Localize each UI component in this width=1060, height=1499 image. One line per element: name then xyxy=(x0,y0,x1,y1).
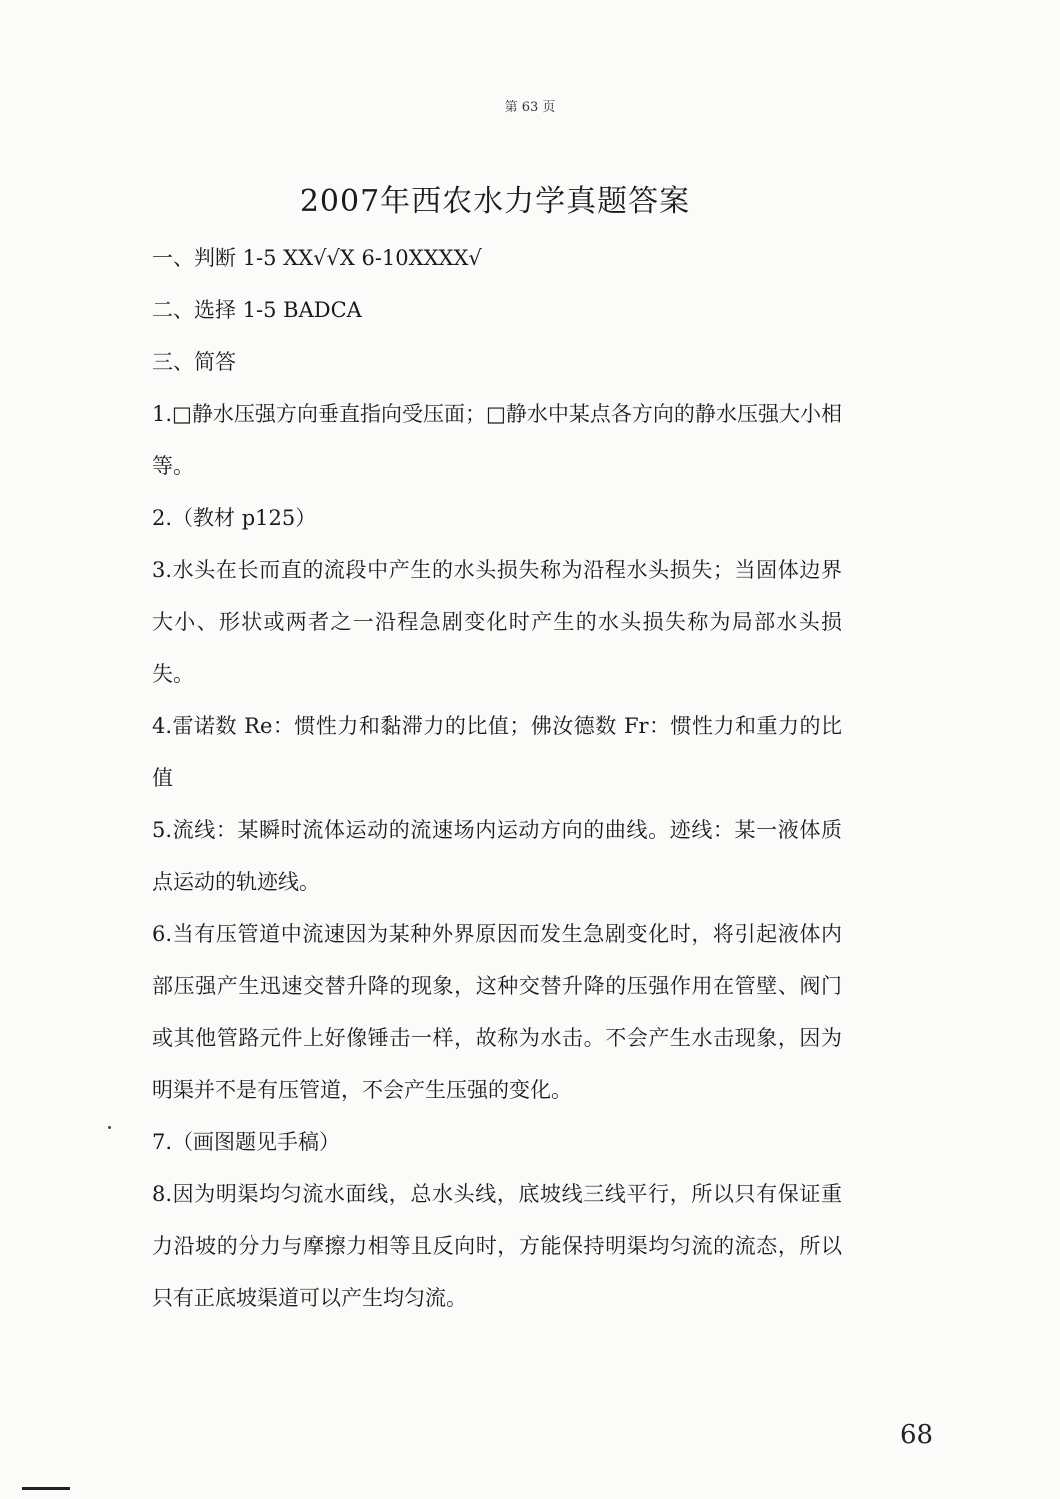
answer-7: 7.（画图题见手稿） xyxy=(152,1130,341,1154)
answer-body xyxy=(152,232,852,1324)
answer-3: 3.水头在长而直的流段中产生的水头损失称为沿程水头损失；当固体边界大小、形状或两者之一沿程急剧变化时产生的水头损失称为局部水头损失。 xyxy=(152,558,842,686)
answer-1: 1.□静水压强方向垂直指向受压面；□静水中某点各方向的静水压强大小相等。 xyxy=(152,402,842,478)
document-title: 2007年西农水力学真题答案 xyxy=(299,184,691,219)
answer-6: 6.当有压管道中流速因为某种外界原因而发生急剧变化时，将引起液体内部压强产生迅速交替升降的现象，这种交替升降的压强作用在管壁、阀门或其他管路元件上好像锤击一样，故称为水击。不会产生水击现象，因为明渠并不是有压管道，不会产生压强的变化。 xyxy=(152,922,842,1102)
section-choice: 二、选择 1-5 BADCA xyxy=(152,298,362,322)
page-header-label: 第 63 页 xyxy=(504,100,556,115)
answer-4: 4.雷诺数 Re：惯性力和黏滞力的比值；佛汝德数 Fr：惯性力和重力的比值 xyxy=(152,714,842,790)
scan-edge-mark xyxy=(22,1487,70,1490)
answer-8: 8.因为明渠均匀流水面线，总水头线，底坡线三线平行，所以只有保证重力沿坡的分力与摩擦力相等且反向时，方能保持明渠均匀流的流态，所以只有正底坡渠道可以产生均匀流。 xyxy=(152,1182,842,1310)
section-short-answer-heading: 三、简答 xyxy=(152,350,236,374)
answer-2: 2.（教材 p125） xyxy=(152,506,317,530)
section-judge: 一、判断 1-5 XX√√X 6-10XXXX√ xyxy=(152,246,482,270)
answer-5: 5.流线：某瞬时流体运动的流速场内运动方向的曲线。迹线：某一液体质点运动的轨迹线。 xyxy=(152,818,842,894)
scan-speck xyxy=(108,1126,111,1129)
page-number: 68 xyxy=(900,1420,934,1450)
